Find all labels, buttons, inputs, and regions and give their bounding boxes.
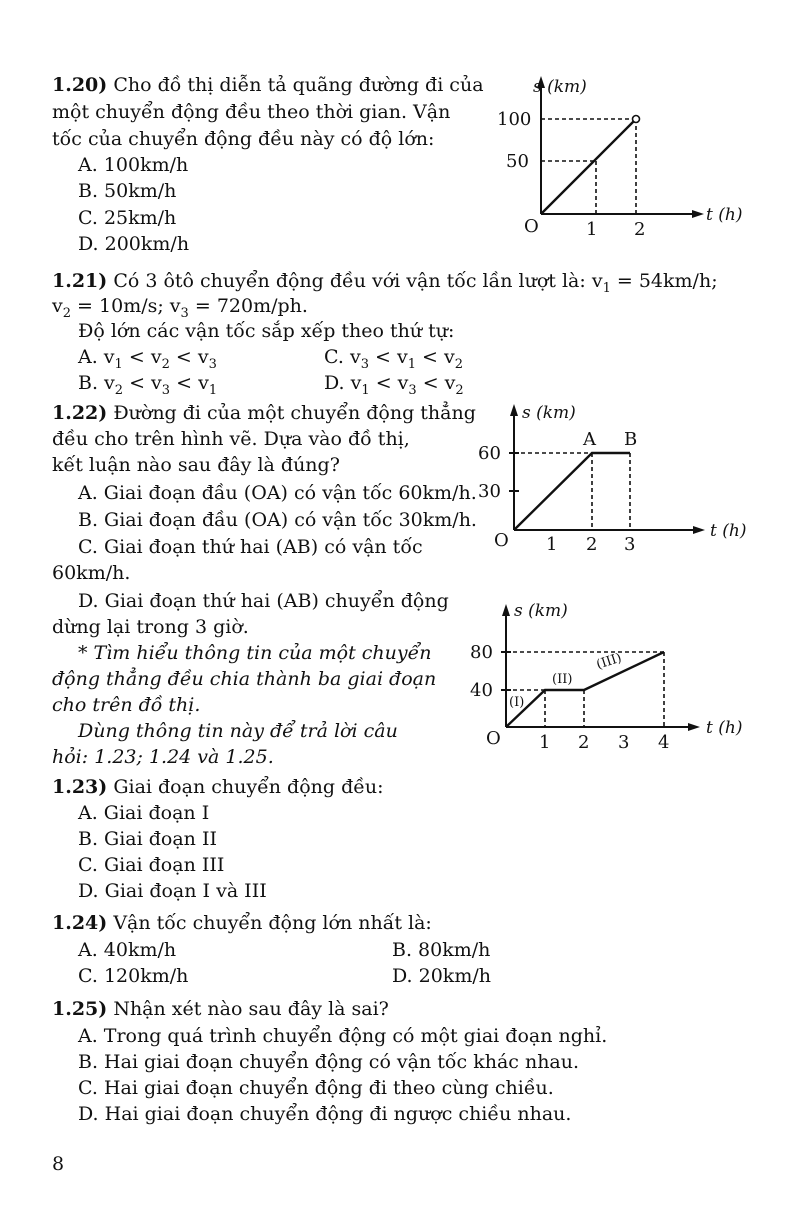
- g2-ytick-30: 30: [478, 481, 501, 502]
- q121-line-3: Độ lớn các vận tốc sắp xếp theo thứ tự:: [78, 320, 455, 342]
- q120-option-d[interactable]: D. 200km/h: [78, 233, 190, 255]
- q123-option-d[interactable]: D. Giai đoạn I và III: [78, 880, 267, 902]
- q123-option-b[interactable]: B. Giai đoạn II: [78, 828, 217, 850]
- q124-option-a[interactable]: A. 40km/h: [78, 939, 177, 961]
- q124-line: 1.24) Vận tốc chuyển động lớn nhất là:: [52, 912, 432, 934]
- g1-ytick-50: 50: [506, 151, 529, 172]
- q121-option-d[interactable]: D. $v_1 < v_3 < v_2$: [324, 372, 464, 398]
- g3-xlabel: t (h): [706, 718, 743, 738]
- page-number: 8: [52, 1153, 65, 1175]
- q122-line-3: kết luận nào sau đây là đúng?: [52, 454, 340, 476]
- g2-xlabel: t (h): [710, 521, 747, 541]
- q122-option-d-cont: dừng lại trong 3 giờ.: [52, 616, 249, 638]
- g3-xtick-2: 2: [578, 732, 590, 753]
- g3-origin: O: [486, 728, 501, 749]
- q120-option-a[interactable]: A. 100km/h: [78, 154, 189, 176]
- q125-option-c[interactable]: C. Hai giai đoạn chuyển động đi theo cùng chiều.: [78, 1077, 554, 1099]
- g2-label-b: B: [624, 429, 638, 450]
- q122-option-c-cont: 60km/h.: [52, 562, 131, 584]
- q121-option-a[interactable]: A. $v_1 < v_2 < v_3$: [78, 346, 217, 372]
- q122-line-1: 1.22) Đường đi của một chuyển động thẳng: [52, 402, 476, 424]
- g3-ylabel: s (km): [514, 601, 568, 621]
- q125-option-a[interactable]: A. Trong quá trình chuyển động có một giai đoạn nghỉ.: [78, 1025, 608, 1047]
- g1-end-point: [633, 116, 640, 123]
- g3-ytick-40: 40: [470, 680, 493, 701]
- g1-xlabel: t (h): [706, 205, 743, 225]
- q121-line-1: 1.21) Có 3 ôtô chuyển động đều với vận tốc lần lượt là: $v_1 = 54km/h$;: [52, 270, 718, 296]
- g2-xtick-3: 3: [624, 534, 636, 555]
- g3-xtick-1: 1: [539, 732, 551, 753]
- g3-stage-2: (II): [552, 672, 573, 687]
- q122-line-2: đều cho trên hình vẽ. Dựa vào đồ thị,: [52, 428, 410, 450]
- q123-line: 1.23) Giai đoạn chuyển động đều:: [52, 776, 384, 798]
- g2-ytick-60: 60: [478, 443, 501, 464]
- graph-1-20: [490, 72, 750, 242]
- q125-option-d[interactable]: D. Hai giai đoạn chuyển động đi ngược chiều nhau.: [78, 1103, 572, 1125]
- g2-label-a: A: [583, 429, 596, 450]
- g2-ylabel: s (km): [522, 403, 576, 423]
- g2-line: [514, 453, 630, 530]
- g1-line: [541, 119, 636, 214]
- q124-option-b[interactable]: B. 80km/h: [392, 939, 491, 961]
- g3-xtick-4: 4: [658, 732, 670, 753]
- intro-line-2: động thẳng đều chia thành ba giai đoạn: [52, 668, 437, 690]
- q122-option-d[interactable]: D. Giai đoạn thứ hai (AB) chuyển động: [78, 590, 449, 612]
- q121-option-b[interactable]: B. $v_2 < v_3 < v_1$: [78, 372, 218, 398]
- g2-origin: O: [494, 530, 509, 551]
- g1-xtick-1: 1: [586, 219, 598, 240]
- q124-option-c[interactable]: C. 120km/h: [78, 965, 189, 987]
- g2-xtick-1: 1: [546, 534, 558, 555]
- q122-option-a[interactable]: A. Giai đoạn đầu (OA) có vận tốc 60km/h.: [78, 482, 477, 504]
- q122-option-c[interactable]: C. Giai đoạn thứ hai (AB) có vận tốc: [78, 536, 423, 558]
- g1-ylabel: s (km): [533, 77, 587, 97]
- g2-xtick-2: 2: [586, 534, 598, 555]
- q120-line-3: tốc của chuyển động đều này có độ lớn:: [52, 128, 435, 150]
- q125-option-b[interactable]: B. Hai giai đoạn chuyển động có vận tốc khác nhau.: [78, 1051, 580, 1073]
- g3-ytick-80: 80: [470, 642, 493, 663]
- intro-line-3: cho trên đồ thị.: [52, 694, 201, 716]
- q120-option-b[interactable]: B. 50km/h: [78, 180, 177, 202]
- g1-origin: O: [524, 216, 539, 237]
- intro-line-4: Dùng thông tin này để trả lời câu: [78, 720, 398, 742]
- q121-line-2: $v_2 = 10m/s$; $v_3 = 720m/ph$.: [52, 295, 308, 321]
- q120-line-2: một chuyển động đều theo thời gian. Vận: [52, 101, 451, 123]
- q123-option-c[interactable]: C. Giai đoạn III: [78, 854, 225, 876]
- q124-option-d[interactable]: D. 20km/h: [392, 965, 491, 987]
- graph-1-23: [470, 598, 750, 758]
- q122-option-b[interactable]: B. Giai đoạn đầu (OA) có vận tốc 30km/h.: [78, 509, 477, 531]
- graph-1-22: [470, 400, 750, 555]
- q120-line-1: 1.20) Cho đồ thị diễn tả quãng đường đi của: [52, 74, 484, 96]
- q121-option-c[interactable]: C. $v_3 < v_1 < v_2$: [324, 346, 463, 372]
- g3-stage-1: (I): [509, 695, 525, 710]
- g3-xtick-3: 3: [618, 732, 630, 753]
- g1-xtick-2: 2: [634, 219, 646, 240]
- g3-stage-3: (III): [594, 650, 624, 673]
- g1-ytick-100: 100: [497, 109, 532, 130]
- intro-line-5: hỏi: 1.23; 1.24 và 1.25.: [52, 746, 274, 768]
- intro-line-1: * Tìm hiểu thông tin của một chuyển: [78, 642, 432, 664]
- q125-line: 1.25) Nhận xét nào sau đây là sai?: [52, 998, 389, 1020]
- q123-option-a[interactable]: A. Giai đoạn I: [78, 802, 210, 824]
- q120-option-c[interactable]: C. 25km/h: [78, 207, 177, 229]
